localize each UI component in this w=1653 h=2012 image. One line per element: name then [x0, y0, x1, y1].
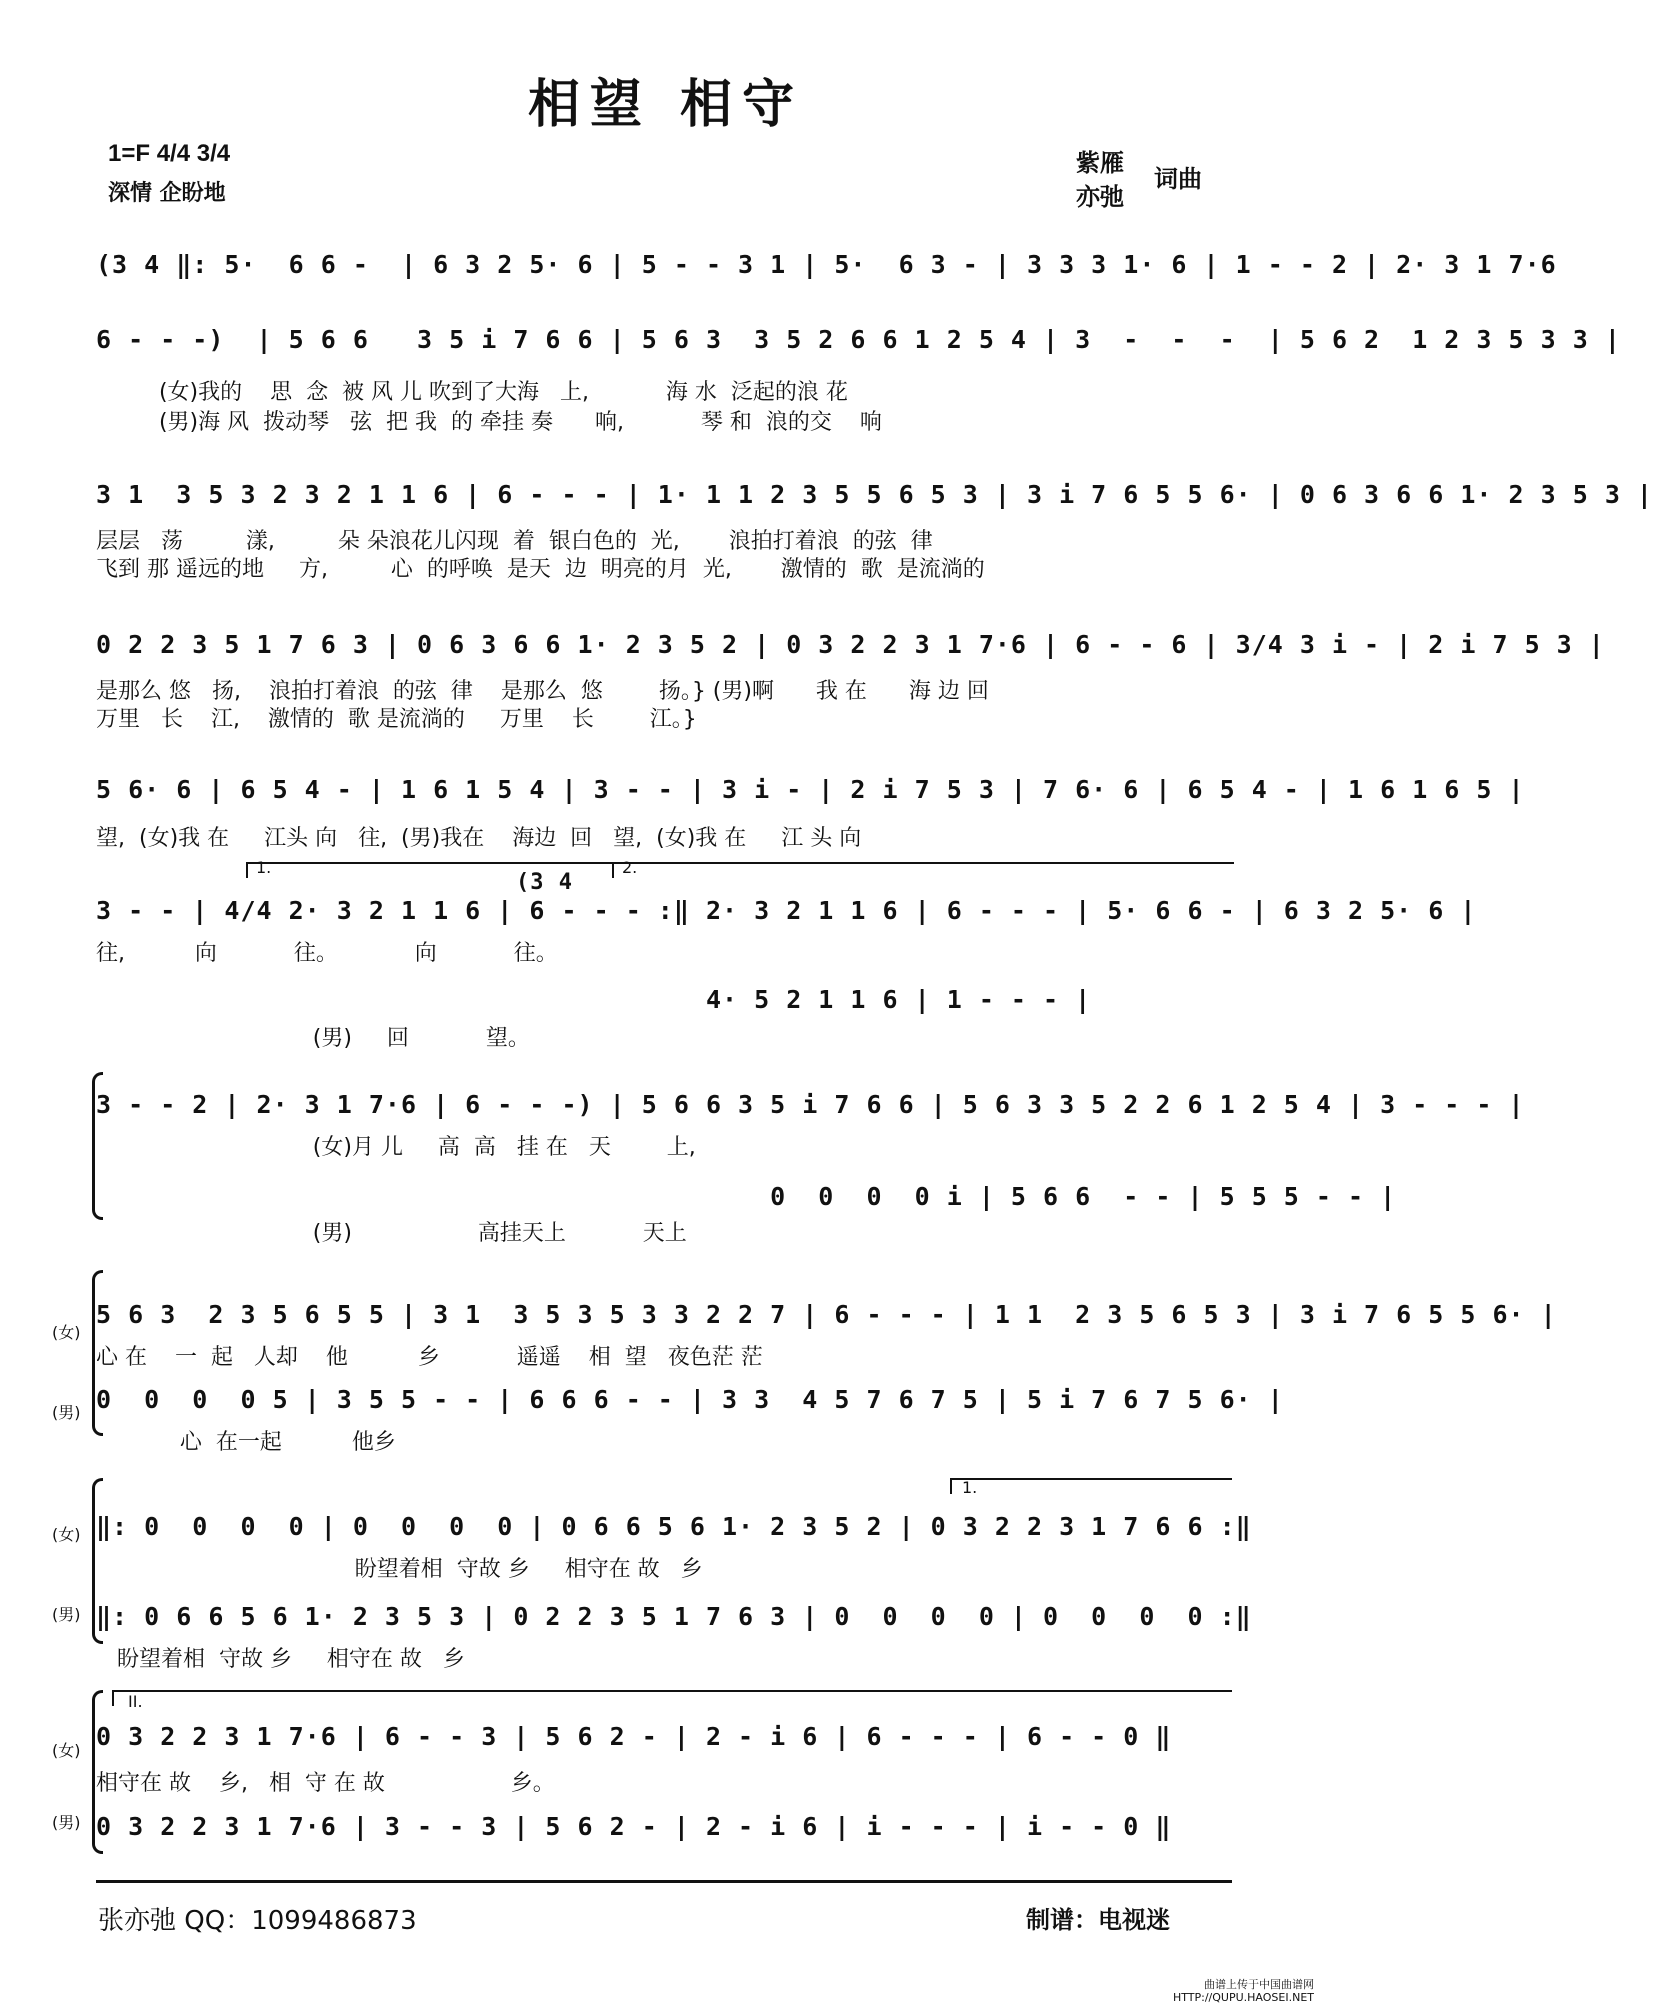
notation-line: 3 1 3 5 3 2 3 2 1 1 6 | 6 - - - | 1· 1 1 2 3 5 5 6 5 3 | 3 i 7 6 5 5 6· | 0 6 3 6 6 1· 2 3 5 3 |	[96, 480, 1653, 509]
notation-line: 5 6 3 2 3 5 6 5 5 | 3 1 3 5 3 5 3 3 2 2 7 | 6 - - - | 1 1 2 3 5 6 5 3 | 3 i 7 6 5 5 6· |	[96, 1300, 1557, 1329]
key-signature: 1=F 4/4 3/4	[108, 140, 231, 167]
volta-bracket-2	[112, 1690, 1232, 1706]
composer-name: 亦弛	[1076, 183, 1124, 211]
lyric-line: 望, (女)我 在 江头 向 往, (男)我在 海边 回 望, (女)我 在 江 头 向	[96, 826, 862, 851]
notation-line: 6 - - -) | 5 6 6 3 5 i 7 6 6 | 5 6 3 3 5 2 6 6 1 2 5 4 | 3 - - - | 5 6 2 1 2 3 5 3 3 |	[96, 325, 1621, 354]
tempo-marking: 深情 企盼地	[108, 181, 226, 206]
lyric-line: 心 在 一 起 人却 他 乡 遥遥 相 望 夜色茫 茫	[96, 1345, 763, 1370]
credit-role: 词曲	[1154, 165, 1202, 193]
lyric-line: 盼望着相 守故 乡 相守在 故 乡	[96, 1647, 465, 1672]
watermark-line: HTTP://QUPU.HAOSEI.NET	[1173, 1991, 1314, 2004]
lyricist-name: 紫雁	[1076, 149, 1124, 177]
volta-bracket-1	[950, 1478, 1232, 1494]
footer-rule	[96, 1880, 1232, 1883]
notation-line: 0 3 2 2 3 1 7·6 | 3 - - 3 | 5 6 2 - | 2 - i 6 | i - - - | i - - 0 ‖	[96, 1812, 1172, 1841]
volta-1-label: 1.	[962, 1478, 978, 1497]
notation-line: 3 - - | 4/4 2· 3 2 1 1 6 | 6 - - - :‖ 2· 3 2 1 1 6 | 6 - - - | 5· 6 6 - | 6 3 2 5· 6 |	[96, 896, 1477, 925]
lyric-line: (男) 高挂天上 天上	[96, 1221, 687, 1246]
notation-line: ‖: 0 6 6 5 6 1· 2 3 5 3 | 0 2 2 3 5 1 7 6 3 | 0 0 0 0 | 0 0 0 0 :‖	[96, 1602, 1252, 1631]
lyric-line: (男)海 风 拨动琴 弦 把 我 的 牵挂 奏 响, 琴 和 浪的交 响	[96, 410, 882, 435]
voice-label-female: (女)	[52, 1525, 81, 1544]
lyric-line: 盼望着相 守故 乡 相守在 故 乡	[96, 1557, 703, 1582]
notation-line: ‖: 0 0 0 0 | 0 0 0 0 | 0 6 6 5 6 1· 2 3 5 2 | 0 3 2 2 3 1 7 6 6 :‖	[96, 1512, 1252, 1541]
lyric-line: (男) 回 望。	[96, 1026, 530, 1051]
lyric-line: 是那么 悠 扬, 浪拍打着浪 的弦 律 是那么 悠 扬。} (男)啊 我 在 海 边 回	[96, 679, 989, 704]
footer-contact: 张亦弛 QQ：1099486873	[98, 1906, 417, 1936]
lyric-line: 心 在一起 他乡	[96, 1430, 396, 1455]
notation-line: 3 - - 2 | 2· 3 1 7·6 | 6 - - -) | 5 6 6 3 5 i 7 6 6 | 5 6 3 3 5 2 2 6 1 2 5 4 | 3 - - - |	[96, 1090, 1525, 1119]
volta-2-label: II.	[128, 1692, 143, 1711]
voice-label-female: (女)	[52, 1323, 81, 1342]
lyric-line: 往, 向 往。 向 往。	[96, 941, 558, 966]
lyric-line: 相守在 故 乡, 相 守 在 故 乡。	[96, 1771, 555, 1796]
footer-transcriber: 制谱：电视迷	[1026, 1906, 1170, 1934]
volta-bracket-2	[612, 862, 1234, 878]
lyric-line: (女)我的 思 念 被 风 儿 吹到了大海 上, 海 水 泛起的浪 花	[96, 380, 848, 405]
lyric-line: 层层 荡 漾, 朵 朵浪花儿闪现 着 银白色的 光, 浪拍打着浪 的弦 律	[96, 529, 933, 554]
song-title: 相望 相守	[527, 75, 805, 135]
cue-label: (3 4	[516, 870, 573, 895]
lyric-line: 飞到 那 遥远的地 方, 心 的呼唤 是天 边 明亮的月 光, 激情的 歌 是流淌的	[96, 557, 985, 582]
volta-1-label: 1.	[256, 858, 272, 877]
credits	[1076, 146, 1202, 214]
voice-label-male: (男)	[52, 1605, 81, 1624]
volta-2-label: 2.	[622, 858, 638, 877]
notation-line: 0 3 2 2 3 1 7·6 | 6 - - 3 | 5 6 2 - | 2 - i 6 | 6 - - - | 6 - - 0 ‖	[96, 1722, 1172, 1751]
notation-line: 4· 5 2 1 1 6 | 1 - - - |	[96, 985, 1092, 1014]
notation-line: 0 0 0 0 5 | 3 5 5 - - | 6 6 6 - - | 3 3 4 5 7 6 7 5 | 5 i 7 6 7 5 6· |	[96, 1385, 1284, 1414]
voice-label-female: (女)	[52, 1741, 81, 1760]
site-watermark	[1173, 1978, 1314, 2004]
notation-line: 0 0 0 0 i | 5 6 6 - - | 5 5 5 - - |	[96, 1182, 1397, 1211]
voice-label-male: (男)	[52, 1403, 81, 1422]
lyric-line: 万里 长 江, 激情的 歌 是流淌的 万里 长 江。}	[96, 707, 697, 732]
notation-line: (3 4 ‖: 5· 6 6 - | 6 3 2 5· 6 | 5 - - 3 1 | 5· 6 3 - | 3 3 3 1· 6 | 1 - - 2 | 2· 3 1 7·6	[96, 250, 1557, 279]
notation-line: 0 2 2 3 5 1 7 6 3 | 0 6 3 6 6 1· 2 3 5 2 | 0 3 2 2 3 1 7·6 | 6 - - 6 | 3/4 3 i - | 2 i 7 5 3 |	[96, 630, 1605, 659]
lyric-line: (女)月 儿 高 高 挂 在 天 上,	[96, 1135, 696, 1160]
watermark-line: 曲谱上传于中国曲谱网	[1204, 1978, 1314, 1991]
voice-label-male: (男)	[52, 1813, 81, 1832]
notation-line: 5 6· 6 | 6 5 4 - | 1 6 1 5 4 | 3 - - | 3 i - | 2 i 7 5 3 | 7 6· 6 | 6 5 4 - | 1 6 1 6 5 |	[96, 775, 1525, 804]
